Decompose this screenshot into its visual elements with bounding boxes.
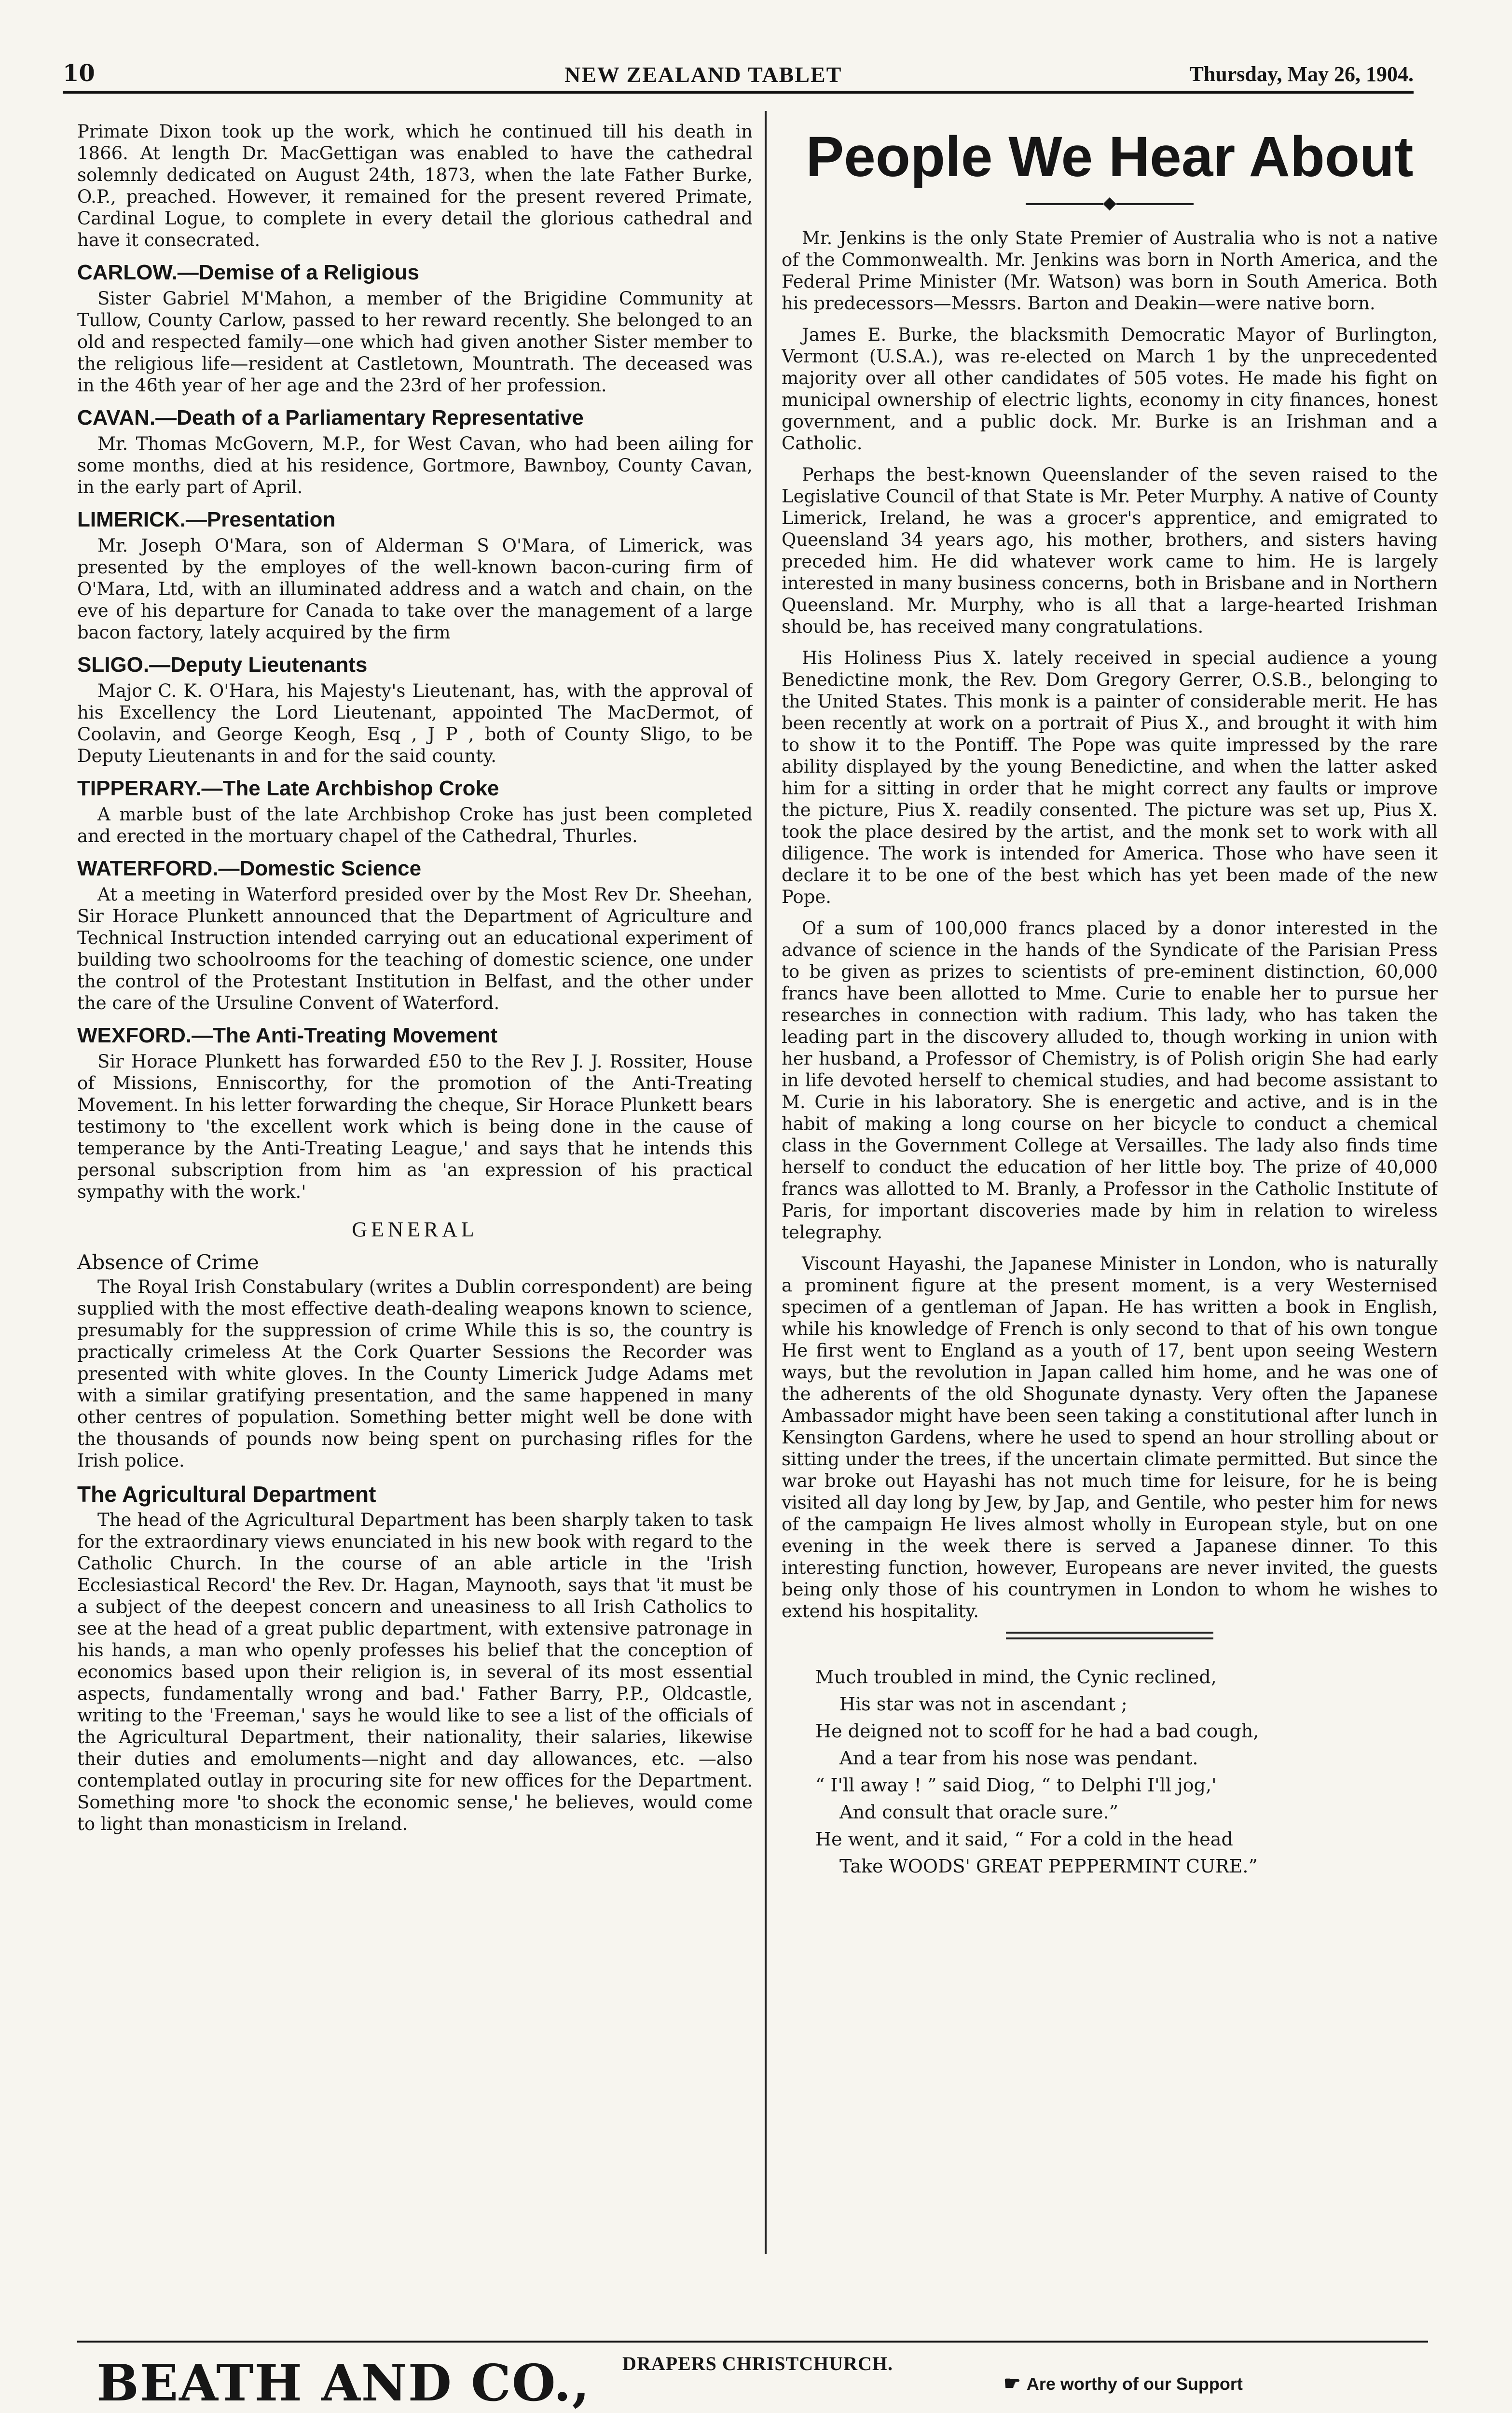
publication-title: NEW ZEALAND TABLET (564, 62, 842, 87)
poem-line: He went, and it said, “ For a cold in the head (815, 1829, 1233, 1850)
poem-line: And consult that oracle sure.” (839, 1802, 1119, 1823)
article-paragraph: Mr. Jenkins is the only State Premier of Australia who is not a native of the Commonwealth. Mr. Jenkins was born in North America, and the Federal Prime Minister (Mr. Watson) was born in South America. Both his predecessors—Messrs. Barton and Deakin—were native born. (782, 228, 1438, 314)
article-paragraph: Viscount Hayashi, the Japanese Minister in London, who is naturally a prominent figure at the present moment, is a very Westernised specimen of a gentleman of Japan. He has written a book in English, while his knowledge of French is only second to that of his own tongue He first went to England as a youth of 17, bent upon seeing Western ways, but the revolution in Japan called him home, and he was one of the adherents of the old Shogunate dynasty. Very often the Japanese Ambassador might have been seen taking a constitutional after lunch in Kensington Gardens, where he used to spend an hour strolling about or sitting under the trees, if the uncertain climate permitted. But since the war broke out Hayashi has not much time for leisure, for he is being visited all day long by Jew, by Jap, and Gentile, who pester him for news of the campaign He lives almost wholly in European style, but on one evening in the week there is served a Japanese dinner. To this interesting function, however, Europeans are never invited, the guests being only those of his countrymen in London to whom he wishes to extend his hospitality. (782, 1253, 1438, 1622)
poem-line: Much troubled in mind, the Cynic reclined, (815, 1666, 1217, 1688)
article-paragraph: His Holiness Pius X. lately received in special audience a young Benedictine monk, the Rev. Dom Gregory Gerrer, O.S.B., belonging to the United States. This monk is a painter of considerable merit. He has been recently at work on a portrait of Pius X., and brought it with him to show it to the Pontiff. The Pope was quite impressed by the rare ability displayed by the young Benedictine, and when the latter asked him for a sitting in order that he might correct any faults or improve the picture, Pius X. readily consented. The picture was set up, Pius X. took the place desired by the artist, and the monk set to work with all diligence. The work is intended for America. Those who have seen it declare it to be one of the best which has yet been made of the new Pope. (782, 648, 1438, 907)
poem-line: And a tear from his nose was pendant. (839, 1747, 1198, 1769)
footer-advert (77, 2341, 1428, 2413)
page-header (63, 57, 1414, 94)
support-text: Are worthy of our Support (1026, 2374, 1243, 2394)
poem-line: Take WOODS' GREAT PEPPERMINT CURE.” (839, 1856, 1258, 1877)
section-paragraph: At a meeting in Waterford presided over by the Most Rev Dr. Sheehan, Sir Horace Plunkett announced that the Department of Agriculture and Technical Instruction intended carrying out an educational experiment of building two schoolrooms for the teaching of domestic science, one under the control of the Protestant Institution in Belfast, and the other under the care of the Ursuline Convent of Waterford. (77, 884, 753, 1013)
section-heading: WATERFORD.—Domestic Science (77, 857, 422, 880)
absence-paragraph: The Royal Irish Constabulary (writes a Dublin correspondent) are being supplied with the most effective death-dealing weapons known to science, presumably for the suppression of crime While this is so, the country is practically crimeless At the Cork Quarter Sessions the Recorder was presented with white gloves. In the County Limerick Judge Adams met with a similar gratifying presentation, and the same happened in many other centres of population. Something better might well be done with the thousands of pounds now being spent on purchasing rifles for the Irish police. (77, 1276, 753, 1471)
section-paragraph: Sir Horace Plunkett has forwarded £50 to the Rev J. J. Rossiter, House of Missions, Enniscorthy, for the promotion of the Anti-Treating Movement. In his letter forwarding the cheque, Sir Horace Plunkett bears testimony to 'the excellent work which is being done in the cause of temperance by the Anti-Treating League,' and says that he intends this personal subscription from him as 'an expression of his practical sympathy with the work.' (77, 1051, 753, 1202)
section-paragraph: A marble bust of the late Archbishop Croke has just been completed and erected in the mortuary chapel of the Cathedral, Thurles. (77, 804, 753, 846)
section-heading: CARLOW.—Demise of a Religious (77, 261, 419, 284)
agricultural-paragraph: The head of the Agricultural Department has been sharply taken to task for the extraordinary views enunciated in his new book with regard to the Catholic Church. In the course of an able article in the 'Irish Ecclesiastical Record' the Rev. Dr. Hagan, Maynooth, says that 'it must be a subject of the deepest concern and uneasiness to all Irish Catholics to see at the head of a great public department, with extensive patronage in his hands, a man who openly professes his belief that the conception of economics based upon their religion is, in several of its most essential aspects, fundamentally wrong and bad.' Father Barry, P.P., Oldcastle, writing to the 'Freeman,' says he would like to see a list of the officials of the Agricultural Department, their nationality, their salaries, likewise their duties and emoluments—night and day allowances, etc. —also contemplated outlay in procuring site for new offices for the Department. Something more 'to shock the economic sense,' he believes, would come to light than monasticism in Ireland. (77, 1510, 753, 1834)
poem-line: His star was not in ascendant ; (839, 1693, 1127, 1715)
article-paragraph: James E. Burke, the blacksmith Democratic Mayor of Burlington, Vermont (U.S.A.), was re-elected on March 1 by the unprecedented majority over all other candidates of 505 votes. He made his fight on municipal ownership of electric lights, economy in city finances, honest government, and a public dock. Mr. Burke is an Irishman and a Catholic. (782, 324, 1438, 454)
section-paragraph: Major C. K. O'Hara, his Majesty's Lieutenant, has, with the approval of his Excellency the Lord Lieutenant, appointed The MacDermot, of Coolavin, and George Keogh, Esq , J P , both of County Sligo, to be Deputy Lieutenants in and for the said county. (77, 680, 753, 766)
advertiser-name: BEATH AND CO., (96, 2353, 591, 2413)
advertiser-trade: DRAPERS CHRISTCHURCH. (622, 2353, 893, 2374)
advert-poem (815, 1664, 1438, 1880)
section-paragraph: Mr. Joseph O'Mara, son of Alderman S O'Mara, of Limerick, was presented by the employes of the well-known bacon-curing firm of O'Mara, Ltd, with an illuminated address and a watch and chain, on the eve of his departure for Canada to take over the management of a large bacon factory, lately acquired by the firm (77, 535, 753, 643)
general-heading: GENERAL (352, 1218, 478, 1241)
absence-heading: Absence of Crime (77, 1250, 259, 1274)
issue-date: Thursday, May 26, 1904. (1189, 62, 1414, 86)
double-rule-divider (1006, 1632, 1213, 1639)
poem-line: “ I'll away ! ” said Diog, “ to Delphi I'll jog,' (815, 1775, 1217, 1796)
agricultural-heading: The Agricultural Department (77, 1482, 376, 1507)
article-paragraph: Of a sum of 100,000 francs placed by a donor interested in the advance of science in the hands of the Syndicate of the Parisian Press to be given as prizes to scientists of pre-eminent distinction, 60,000 francs have been allotted to Mme. Curie to enable her to pursue her researches in connection with radium. This lady, who has taken the leading part in the discovery alluded to, though working in union with her husband, a Professor of Chemistry, is of Polish origin She had early in life devoted herself to chemical studies, and had become assistant to M. Curie in his laboratory. She is energetic and active, and is in the habit of making a long course on her bicycle to conduct a chemical class in the Government College at Versailles. The lady also finds time herself to conduct the education of her little boy. The prize of 40,000 francs was allotted to M. Branly, a Professor in the Catholic Institute of Paris, for important discoveries made by him in relation to wireless telegraphy. (782, 918, 1438, 1243)
ornament-divider: ◆ (782, 193, 1438, 213)
section-paragraph: Mr. Thomas McGovern, M.P., for West Cavan, who had been ailing for some months, died at his residence, Gortmore, Bawnboy, County Cavan, in the early part of April. (77, 433, 753, 498)
section-paragraph: Sister Gabriel M'Mahon, a member of the Brigidine Community at Tullow, County Carlow, passed to her reward recently. She belonged to an old and respected family—one which had given another Sister member to the religious life—resident at Castletown, Mountrath. The deceased was in the 46th year of her age and the 23rd of her profession. (77, 288, 753, 396)
column-heading: People We Hear About (806, 125, 1414, 189)
section-heading: SLIGO.—Deputy Lieutenants (77, 653, 368, 677)
section-heading: CAVAN.—Death of a Parliamentary Representative (77, 406, 584, 430)
left-column (77, 121, 753, 2244)
section-heading: WEXFORD.—The Anti-Treating Movement (77, 1024, 498, 1047)
article-paragraph: Perhaps the best-known Queenslander of the seven raised to the Legislative Council of that State is Mr. Peter Murphy. A native of County Limerick, Ireland, he was a grocer's apprentice, and emigrated to Queensland 34 years ago, his mother, brothers, and sisters having preceded him. He did whatever work came to him. He is largely interested in many business concerns, both in Brisbane and in Northern Queensland. Mr. Murphy, who is all that a large-hearted Irishman should be, has received many congratulations. (782, 464, 1438, 637)
page-number: 10 (63, 60, 95, 87)
right-column (782, 121, 1438, 2244)
poem-line: He deigned not to scoff for he had a bad cough, (815, 1720, 1259, 1742)
pointing-hand-icon: ☛ (1003, 2373, 1021, 2394)
support-note (1003, 2372, 1243, 2395)
section-heading: TIPPERARY.—The Late Archbishop Croke (77, 777, 499, 800)
column-divider (765, 111, 767, 2254)
section-heading: LIMERICK.—Presentation (77, 508, 336, 531)
intro-paragraph: Primate Dixon took up the work, which he continued till his death in 1866. At length Dr. MacGettigan was enabled to have the cathedral solemnly dedicated on August 24th, 1873, when the late Father Burke, O.P., preached. However, it remained for the present revered Primate, Cardinal Logue, to complete in every detail the glorious cathedral and have it consecrated. (77, 121, 753, 250)
